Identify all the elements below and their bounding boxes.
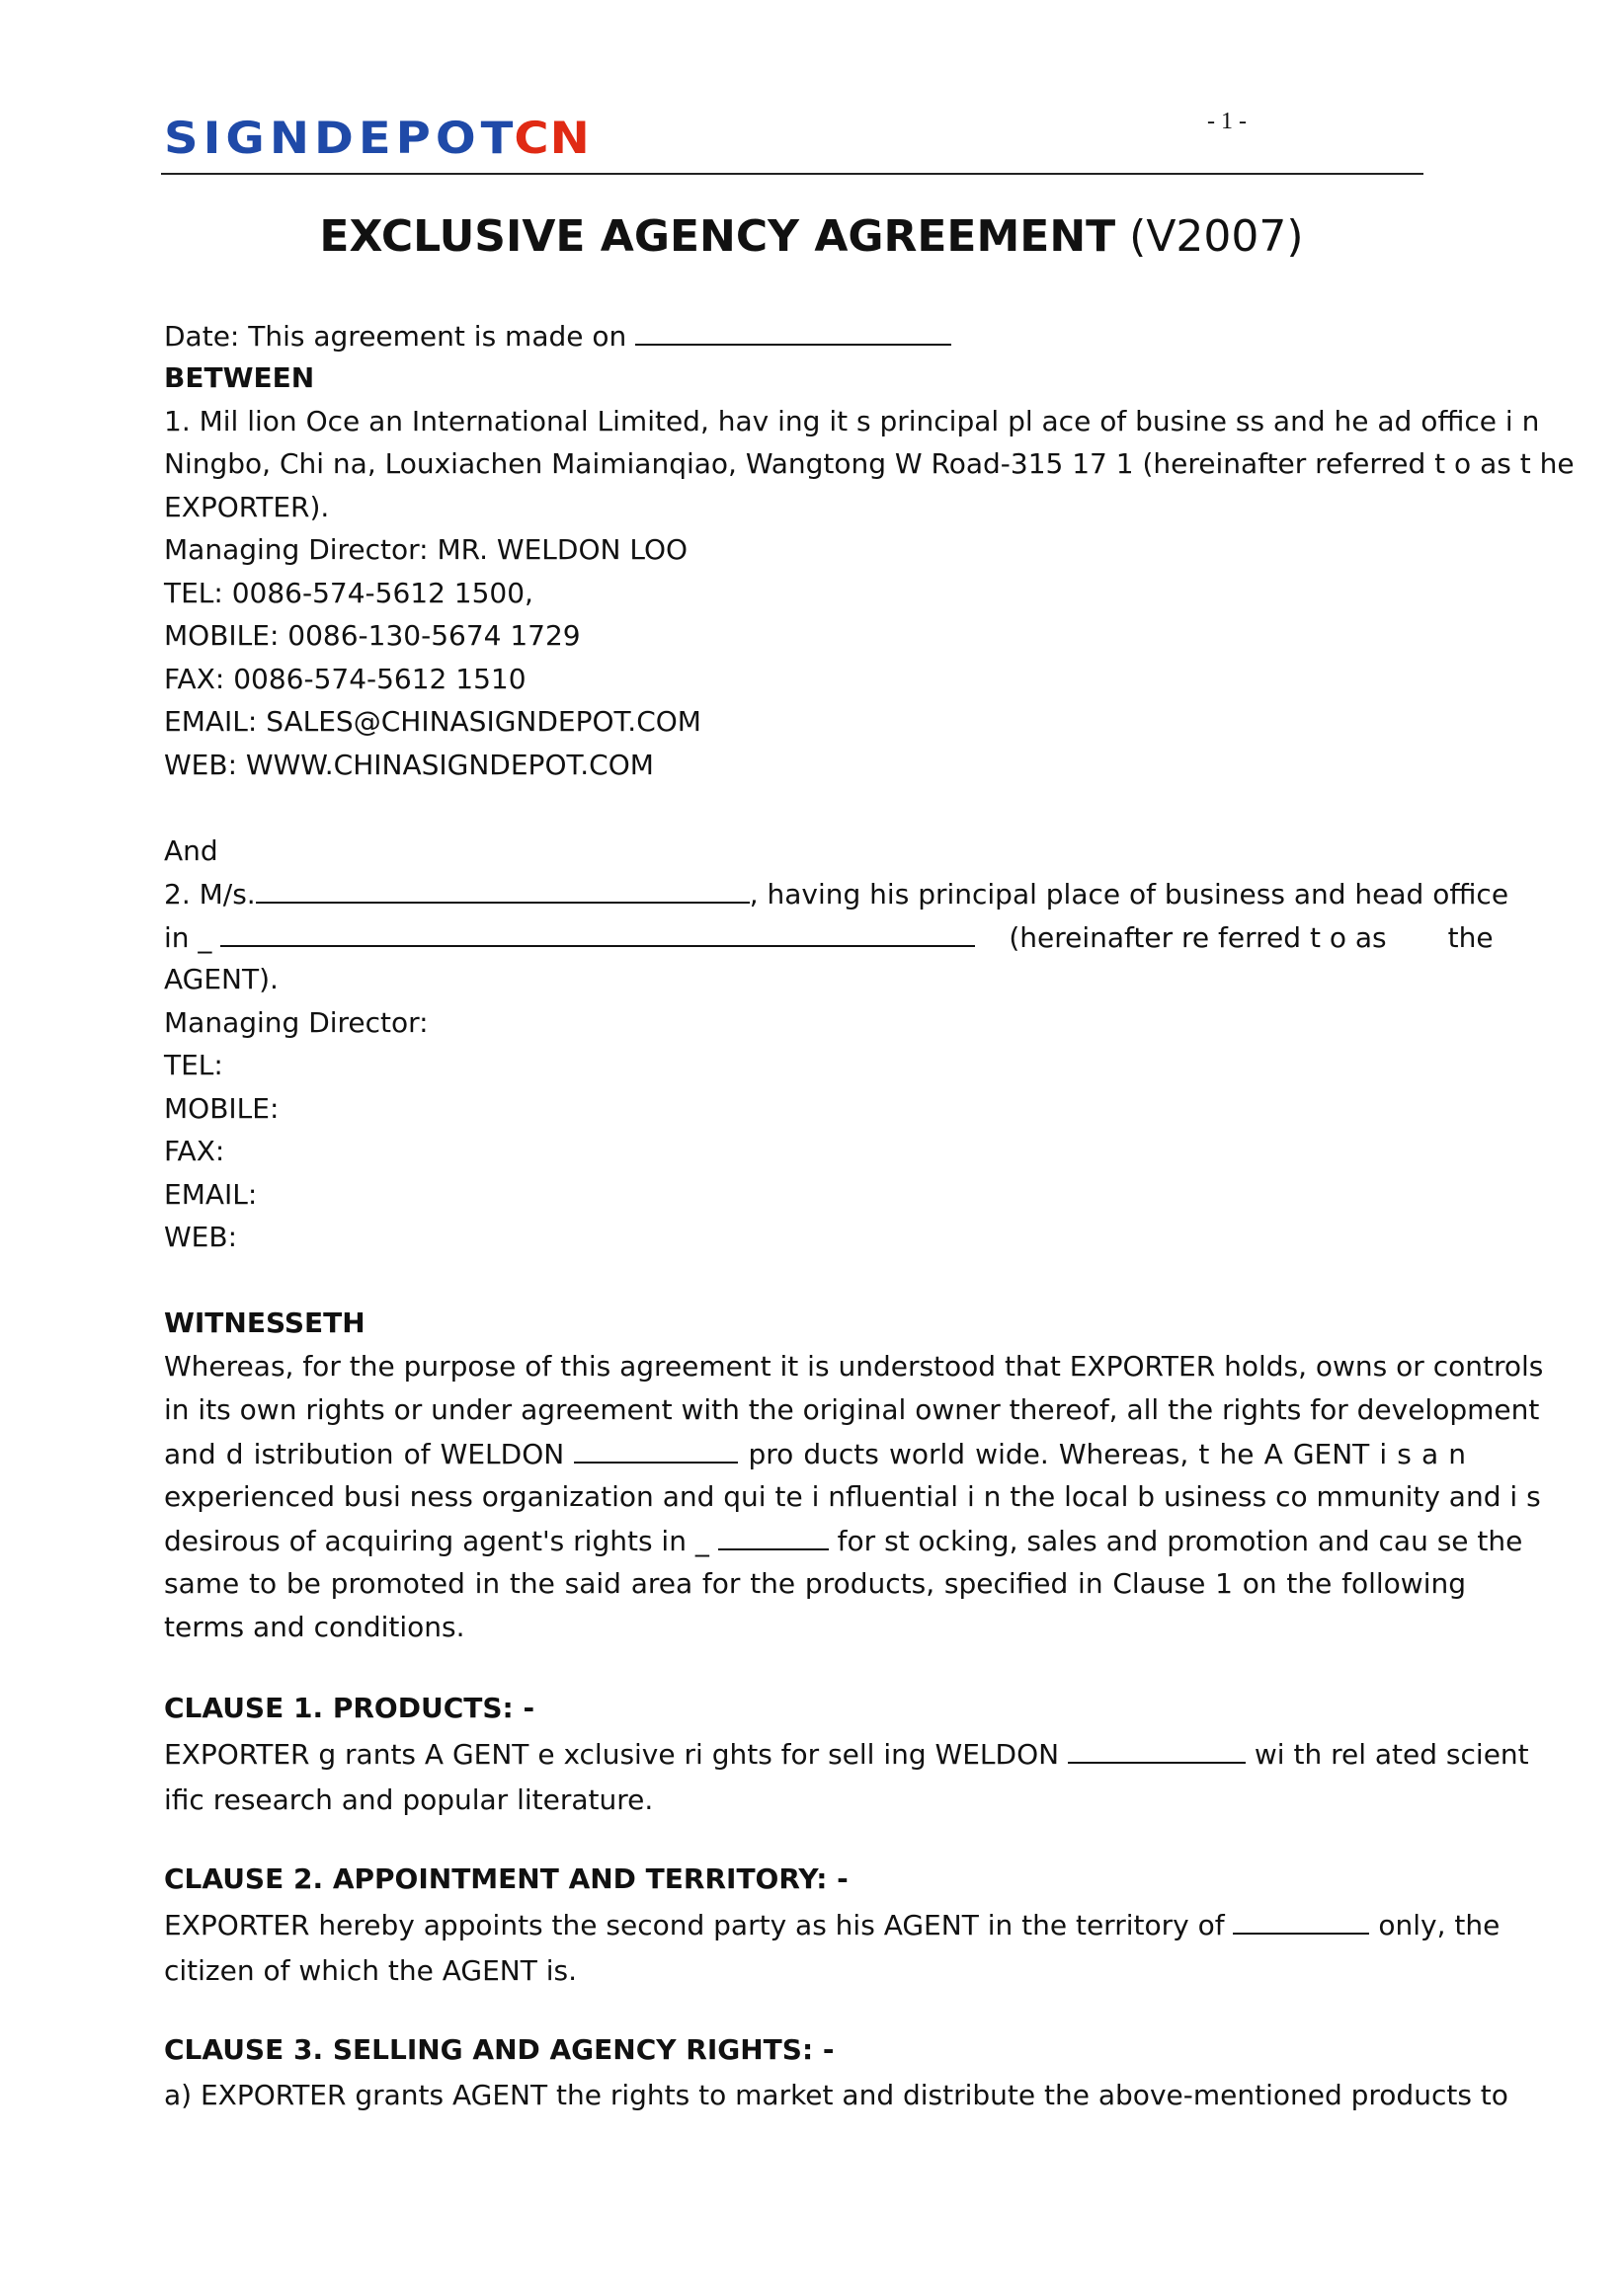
clause1-line-2: ific research and popular literature.	[164, 1783, 654, 1816]
clause1-line-1	[164, 1736, 1529, 1773]
title-main: EXCLUSIVE AGENCY AGREEMENT	[319, 211, 1116, 262]
party2-line-2-end: the	[1447, 921, 1494, 954]
clause3-line-1: a) EXPORTER grants AGENT the rights to market and distribute the above-mentioned products to	[164, 2079, 1508, 2111]
party2-line-2-text: (hereinafter re ferred t o as	[1009, 921, 1387, 954]
party1-mobile: MOBILE: 0086-130-5674 1729	[164, 619, 581, 652]
and-label: And	[164, 834, 218, 867]
date-blank	[635, 318, 951, 346]
witnesseth-line-5b: for st ocking, sales and promotion and cau se the	[837, 1525, 1523, 1557]
witnesseth-line-3	[164, 1436, 1466, 1472]
title-version: (V2007)	[1129, 211, 1304, 262]
page-number: - 1 -	[1207, 109, 1247, 134]
party2-name-blank	[256, 876, 750, 904]
witnesseth-line-3a: and d istribution of WELDON	[164, 1438, 565, 1470]
party1-web: WEB: WWW.CHINASIGNDEPOT.COM	[164, 749, 654, 781]
witnesseth-line-1: Whereas, for the purpose of this agreement it is understood that EXPORTER holds, owns or controls	[164, 1350, 1544, 1383]
party2-line-1	[164, 876, 1508, 912]
company-logo	[164, 113, 591, 164]
clause2-territory-blank	[1233, 1907, 1369, 1935]
party2-web: WEB:	[164, 1221, 238, 1253]
party1-fax: FAX: 0086-574-5612 1510	[164, 663, 527, 695]
party2-line-1-text: , having his principal place of business and head office	[749, 878, 1509, 910]
witnesseth-line-6: same to be promoted in the said area for the products, specified in Clause 1 on the following	[164, 1567, 1466, 1600]
party2-tel: TEL:	[164, 1049, 223, 1081]
territory-blank	[718, 1523, 829, 1550]
witnesseth-line-3b: pro ducts world wide. Whereas, t he A GENT i s a n	[748, 1438, 1466, 1470]
party2-managing-director: Managing Director:	[164, 1006, 429, 1039]
clause1-heading: CLAUSE 1. PRODUCTS: -	[164, 1692, 535, 1724]
product-blank	[574, 1436, 738, 1464]
party2-line-3: AGENT).	[164, 963, 279, 995]
party2-email: EMAIL:	[164, 1178, 258, 1211]
clause2-heading: CLAUSE 2. APPOINTMENT AND TERRITORY: -	[164, 1862, 849, 1895]
document-title	[0, 209, 1623, 265]
witnesseth-line-5	[164, 1523, 1523, 1559]
clause2-line-1	[164, 1907, 1500, 1943]
party2-in-label: in _	[164, 921, 212, 954]
party2-fax: FAX:	[164, 1135, 225, 1167]
witnesseth-line-5a: desirous of acquiring agent's rights in _	[164, 1525, 709, 1557]
clause1-line-1a: EXPORTER g rants A GENT e xclusive ri ghts for sell ing WELDON	[164, 1738, 1060, 1771]
party2-location-blank	[220, 919, 975, 947]
party2-mobile: MOBILE:	[164, 1092, 280, 1125]
party1-managing-director: Managing Director: MR. WELDON LOO	[164, 533, 689, 566]
clause1-product-blank	[1068, 1736, 1246, 1764]
date-line	[164, 318, 951, 355]
party2-line-2	[164, 919, 1494, 956]
party1-email: EMAIL: SALES@CHINASIGNDEPOT.COM	[164, 705, 701, 738]
clause3-heading: CLAUSE 3. SELLING AND AGENCY RIGHTS: -	[164, 2033, 835, 2066]
party1-line-1: 1. Mil lion Oce an International Limited, hav ing it s principal pl ace of busine ss and he ad office i n	[164, 405, 1540, 437]
clause1-line-1b: wi th rel ated scient	[1254, 1738, 1529, 1771]
clause2-line-2: citizen of which the AGENT is.	[164, 1954, 577, 1987]
clause2-line-1a: EXPORTER hereby appoints the second party as his AGENT in the territory of	[164, 1909, 1225, 1941]
date-label: Date: This agreement is made on	[164, 320, 627, 353]
header-divider	[161, 173, 1423, 175]
witnesseth-line-7: terms and conditions.	[164, 1611, 465, 1643]
party1-tel: TEL: 0086-574-5612 1500,	[164, 577, 533, 609]
clause2-line-1b: only, the	[1378, 1909, 1501, 1941]
logo-suffix: CN	[514, 113, 591, 164]
logo-text: SIGNDEPOT	[164, 113, 519, 164]
between-heading: BETWEEN	[164, 361, 315, 394]
party2-ms-label: 2. M/s.	[164, 878, 256, 910]
witnesseth-heading: WITNESSETH	[164, 1306, 365, 1339]
witnesseth-line-4: experienced busi ness organization and qui te i nfluential i n the local b usiness co mmunity and i s	[164, 1480, 1541, 1513]
witnesseth-line-2: in its own rights or under agreement with the original owner thereof, all the rights for development	[164, 1393, 1540, 1426]
party1-line-2: Ningbo, Chi na, Louxiachen Maimianqiao, Wangtong W Road-315 17 1 (hereinafter referred t o as t he	[164, 447, 1575, 480]
party1-line-3: EXPORTER).	[164, 491, 330, 523]
